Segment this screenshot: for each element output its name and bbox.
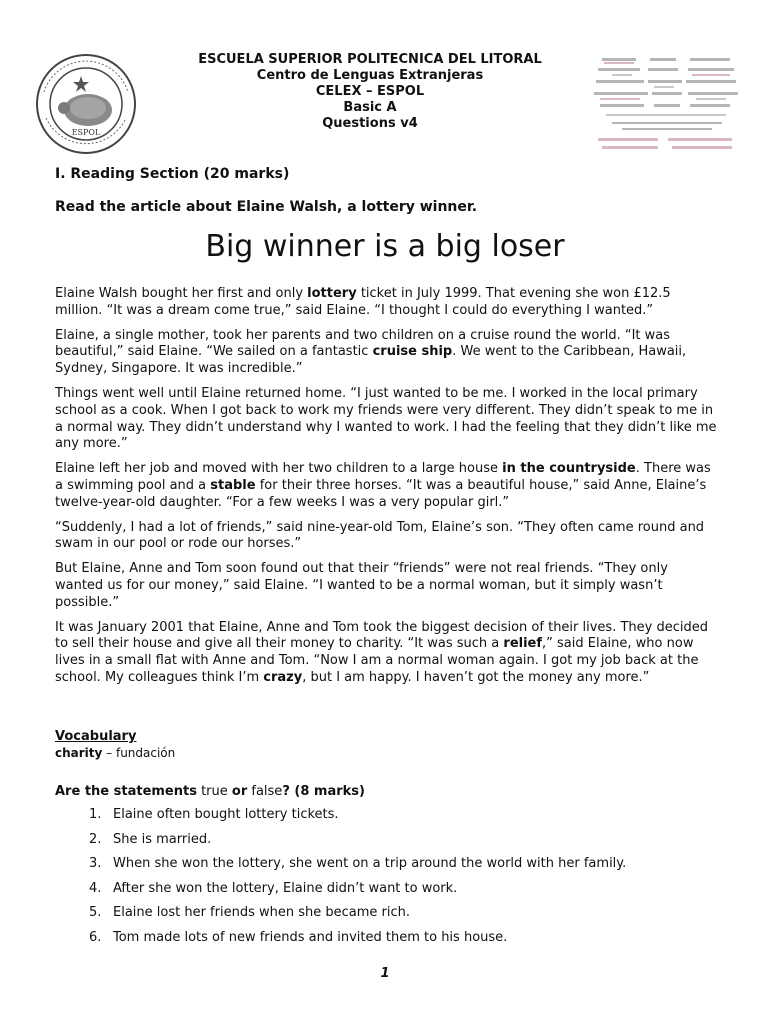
question-item: 1. Elaine often bought lottery tickets. (89, 807, 339, 822)
article-paragraph: Elaine Walsh bought her first and only lottery ticket in July 1999. That evening she won £12.5 million. “It was a dream come true,” said Elaine. “I thought I could do everything I wanted.” (55, 286, 671, 318)
article-paragraph: But Elaine, Anne and Tom soon found out that their “friends” were not real friends. “They only wanted us for our money,” said Elaine. “I wanted to be a normal woman, but it simply wasn’t possible.” (55, 561, 668, 610)
espol-seal-logo (34, 52, 138, 156)
header-version: Questions v4 (322, 116, 418, 131)
header-level: Basic A (343, 100, 397, 115)
questions-heading: Are the statements true or false? (8 marks) (55, 784, 365, 799)
article-body (55, 286, 720, 695)
header-center: Centro de Lenguas Extranjeras (256, 68, 484, 83)
question-item: 2. She is married. (89, 831, 212, 847)
question-item: 6. Tom made lots of new friends and invited them to his house. (89, 929, 508, 945)
article-title: Big winner is a big loser (205, 229, 565, 264)
question-item: 4. After she won the lottery, Elaine didn’t want to work. (89, 880, 458, 896)
header-celex: CELEX – ESPOL (315, 84, 425, 99)
question-item: 3. When she won the lottery, she went on a trip around the world with her family. (89, 856, 627, 872)
questions-list (89, 806, 626, 954)
document-header (150, 52, 590, 132)
header-institution: ESCUELA SUPERIOR POLITECNICA DEL LITORAL (198, 52, 542, 67)
page-number: 1 (380, 966, 390, 981)
section-instruction: Read the article about Elaine Walsh, a lottery winner. (55, 199, 478, 215)
section-heading: I. Reading Section (20 marks) (55, 166, 290, 182)
vocabulary-item: charity – fundación (55, 746, 176, 760)
celex-dotted-logo (592, 54, 742, 156)
article-paragraph: Things went well until Elaine returned home. “I just wanted to be me. I worked in the local primary school as a cook. When I got back to work my friends were very different. They didn’t speak to me in a normal way. They didn’t understand why I wanted to work. I had the feeling that they didn’t like me any more.” (55, 385, 717, 452)
article-paragraph: Elaine left her job and moved with her two children to a large house in the countryside. There was a swimming pool and a stable for their three horses. “It was a beautiful house,” said Anne, Elaine’s twelve-year-old daughter. “For a few weeks I was a very popular girl.” (55, 461, 711, 510)
article-paragraph: Elaine, a single mother, took her parents and two children on a cruise round the world. “It was beautiful,” said Elaine. “We sailed on a fantastic cruise ship. We went to the Caribbean, Hawaii, Sydney, Singapore. It was incredible.” (55, 327, 687, 377)
article-paragraph: “Suddenly, I had a lot of friends,” said nine-year-old Tom, Elaine’s son. “They often came round and swam in our pool or rode our horses.” (55, 519, 705, 552)
article-paragraph: It was January 2001 that Elaine, Anne and Tom took the biggest decision of their lives. They decided to sell their house and give all their money to charity. “It was such a relief,” said Elaine, who now lives in a small flat with Anne and Tom. “Now I am a normal woman again. I got my job back at the school. My colleagues think I’m crazy, but I am happy. I haven’t got the money any more.” (55, 619, 708, 685)
seal-text: ESPOL (71, 128, 101, 137)
vocabulary-heading: Vocabulary (55, 729, 137, 744)
question-item: 5. Elaine lost her friends when she became rich. (89, 905, 411, 921)
